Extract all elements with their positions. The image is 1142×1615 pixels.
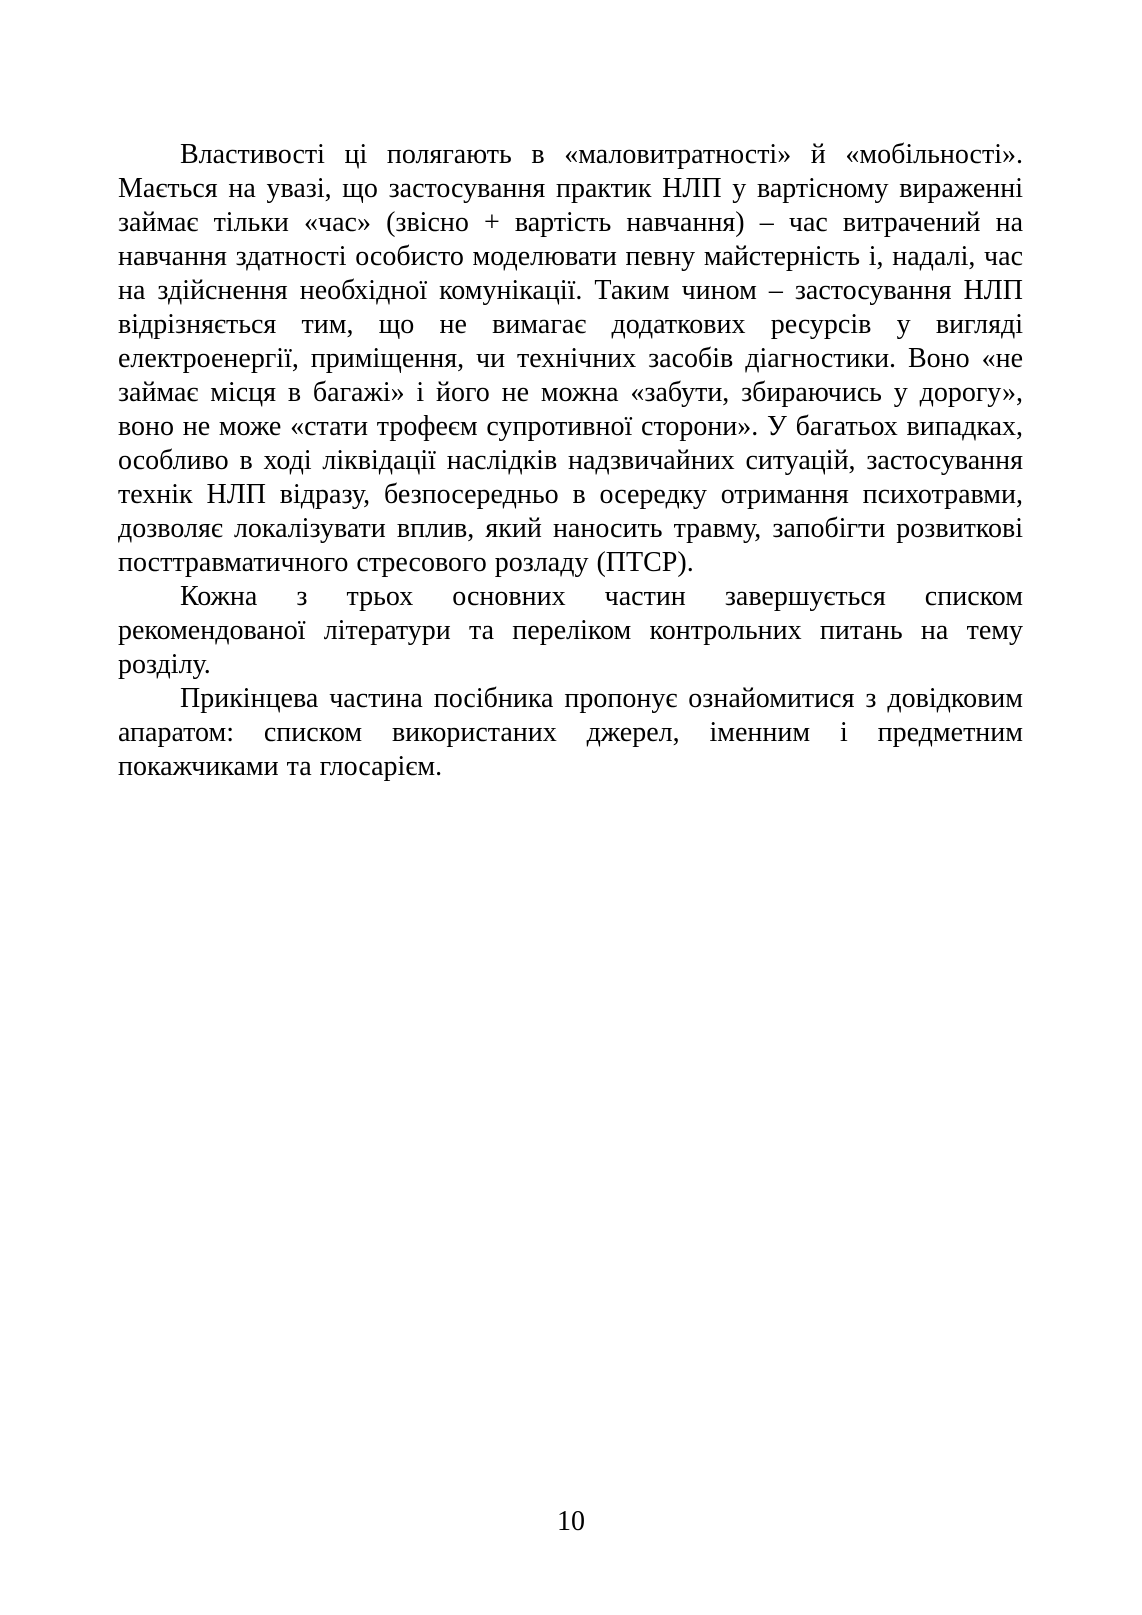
- body-text: [118, 138, 1023, 784]
- paragraph-reference-section: Прикінцева частина посібника пропонує ознайомитися з довідковим апаратом: списком використаних джерел, іменним і предметним покажчиками та глосарієм.: [118, 683, 1023, 782]
- page-number: 10: [557, 1506, 585, 1537]
- paragraph-chapter-endings: Кожна з трьох основних частин завершується списком рекомендованої літератури та переліком контрольних питань на тему розділу.: [118, 581, 1023, 680]
- paragraph-properties-nlp: Властивості ці полягають в «маловитратності» й «мобільності». Мається на увазі, що застосування практик НЛП у вартісному вираженні займає тільки «час» (звісно + вартість навчання) – час витрачений на навчання здатності особисто моделювати певну майстерність і, надалі, час на здійснення необхідної комунікації. Таким чином – застосування НЛП відрізняється тим, що не вимагає додаткових ресурсів у вигляді електроенергії, приміщення, чи технічних засобів діагностики. Воно «не займає місця в багажі» і його не можна «забути, збираючись у дорогу», воно не може «стати трофеєм супротивної сторони». У багатьох випадках, особливо в ході ліквідації наслідків надзвичайних ситуацій, застосування технік НЛП відразу, безпосередньо в осередку отримання психотравми, дозволяє локалізувати вплив, який наносить травму, запобігти розвиткові посттравматичного стресового розладу (ПТСР).: [118, 139, 1023, 578]
